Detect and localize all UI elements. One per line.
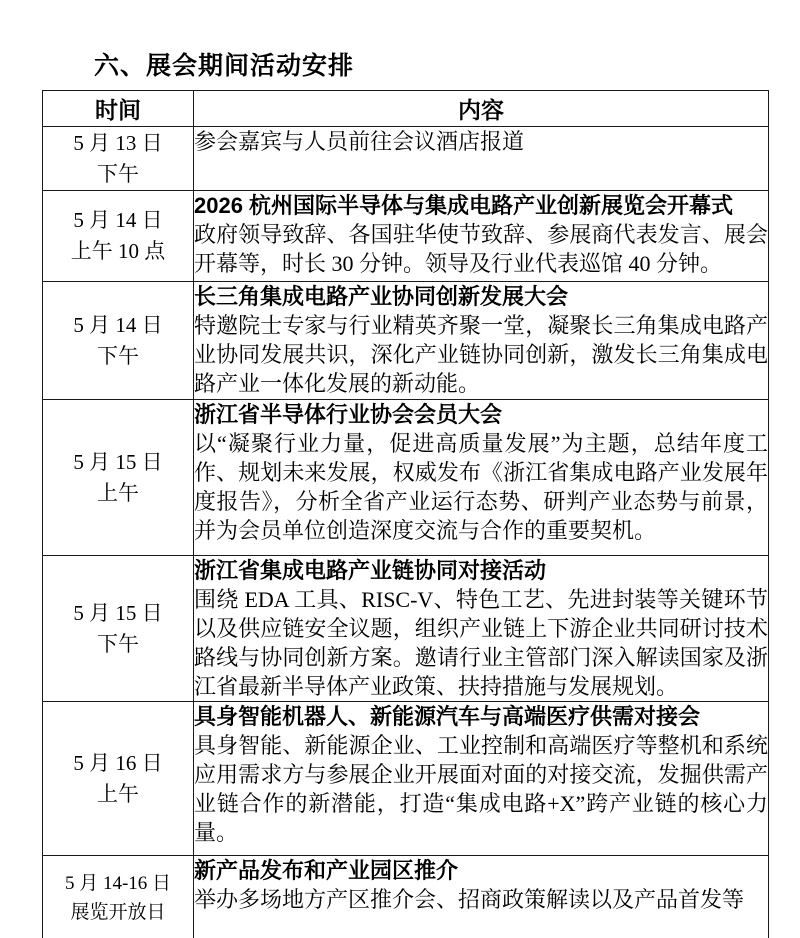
time-line: 5 月 15 日	[73, 449, 163, 474]
time-cell	[43, 400, 194, 556]
time-line: 上午	[97, 781, 139, 806]
content-cell	[194, 400, 769, 556]
table-row	[43, 127, 769, 191]
content-cell	[194, 191, 769, 282]
table-row	[43, 856, 769, 938]
time-cell	[43, 191, 194, 282]
time-cell	[43, 282, 194, 400]
content-cell	[194, 556, 769, 702]
time-line: 下午	[97, 343, 139, 368]
table-row	[43, 702, 769, 856]
table-header-row	[43, 91, 769, 127]
time-line: 展览开放日	[70, 902, 166, 923]
event-desc: 以“凝聚行业力量，促进高质量发展”为主题，总结年度工作、规划未来发展，权威发布《浙江省集成电路产业发展年度报告》，分析全省产业运行态势、研判产业态势与前景，并为会员单位创造深度交流与合作的重要契机。	[194, 431, 768, 543]
table-row	[43, 191, 769, 282]
event-title: 2026 杭州国际半导体与集成电路产业创新展览会开幕式	[194, 193, 734, 218]
event-desc: 参会嘉宾与人员前往会议酒店报道	[194, 129, 525, 154]
time-cell	[43, 556, 194, 702]
event-desc: 特邀院士专家与行业精英齐聚一堂，凝聚长三角集成电路产业协同发展共识，深化产业链协同创新，激发长三角集成电路产业一体化发展的新动能。	[194, 313, 768, 396]
time-line: 5 月 13 日	[73, 130, 163, 155]
header-time: 时间	[43, 91, 194, 127]
content-cell	[194, 856, 769, 938]
content-cell	[194, 702, 769, 856]
time-line: 上午	[97, 480, 139, 505]
table-row	[43, 400, 769, 556]
header-content: 内容	[194, 91, 769, 127]
table-row	[43, 556, 769, 702]
time-line: 下午	[97, 161, 139, 186]
event-title: 具身智能机器人、新能源汽车与高端医疗供需对接会	[194, 704, 701, 729]
time-line: 5 月 16 日	[73, 750, 163, 775]
event-desc: 具身智能、新能源企业、工业控制和高端医疗等整机和系统应用需求方与参展企业开展面对面的对接交流，发掘供需产业链合作的新潜能，打造“集成电路+X”跨产业链的核心力量。	[194, 733, 768, 845]
time-cell	[43, 127, 194, 191]
event-title: 浙江省集成电路产业链协同对接活动	[194, 558, 547, 583]
time-line: 5 月 14 日	[73, 208, 163, 232]
event-title: 长三角集成电路产业协同创新发展大会	[194, 284, 569, 309]
time-line: 5 月 14-16 日	[64, 873, 172, 894]
time-line: 上午 10 点	[70, 239, 166, 263]
time-line: 5 月 14 日	[73, 312, 163, 337]
time-cell	[43, 856, 194, 938]
table-row	[43, 282, 769, 400]
time-cell	[43, 702, 194, 856]
event-desc: 政府领导致辞、各国驻华使节致辞、参展商代表发言、展会开幕等，时长 30 分钟。领导及行业代表巡馆 40 分钟。	[194, 222, 768, 276]
time-line: 5 月 15 日	[73, 600, 163, 625]
event-title: 新产品发布和产业园区推介	[194, 858, 459, 883]
event-desc: 围绕 EDA 工具、RISC-V、特色工艺、先进封装等关键环节以及供应链安全议题，组织产业链上下游企业共同研讨技术路线与协同创新方案。邀请行业主管部门深入解读国家及浙江省最新半导体产业政策、扶持措施与发展规划。	[194, 587, 768, 699]
event-title: 浙江省半导体行业协会会员大会	[194, 402, 503, 427]
schedule-table	[42, 90, 769, 938]
section-title: 六、展会期间活动安排	[94, 52, 355, 80]
content-cell	[194, 127, 769, 191]
content-cell	[194, 282, 769, 400]
event-desc: 举办多场地方产区推介会、招商政策解读以及产品首发等	[194, 887, 745, 912]
time-line: 下午	[97, 631, 139, 656]
